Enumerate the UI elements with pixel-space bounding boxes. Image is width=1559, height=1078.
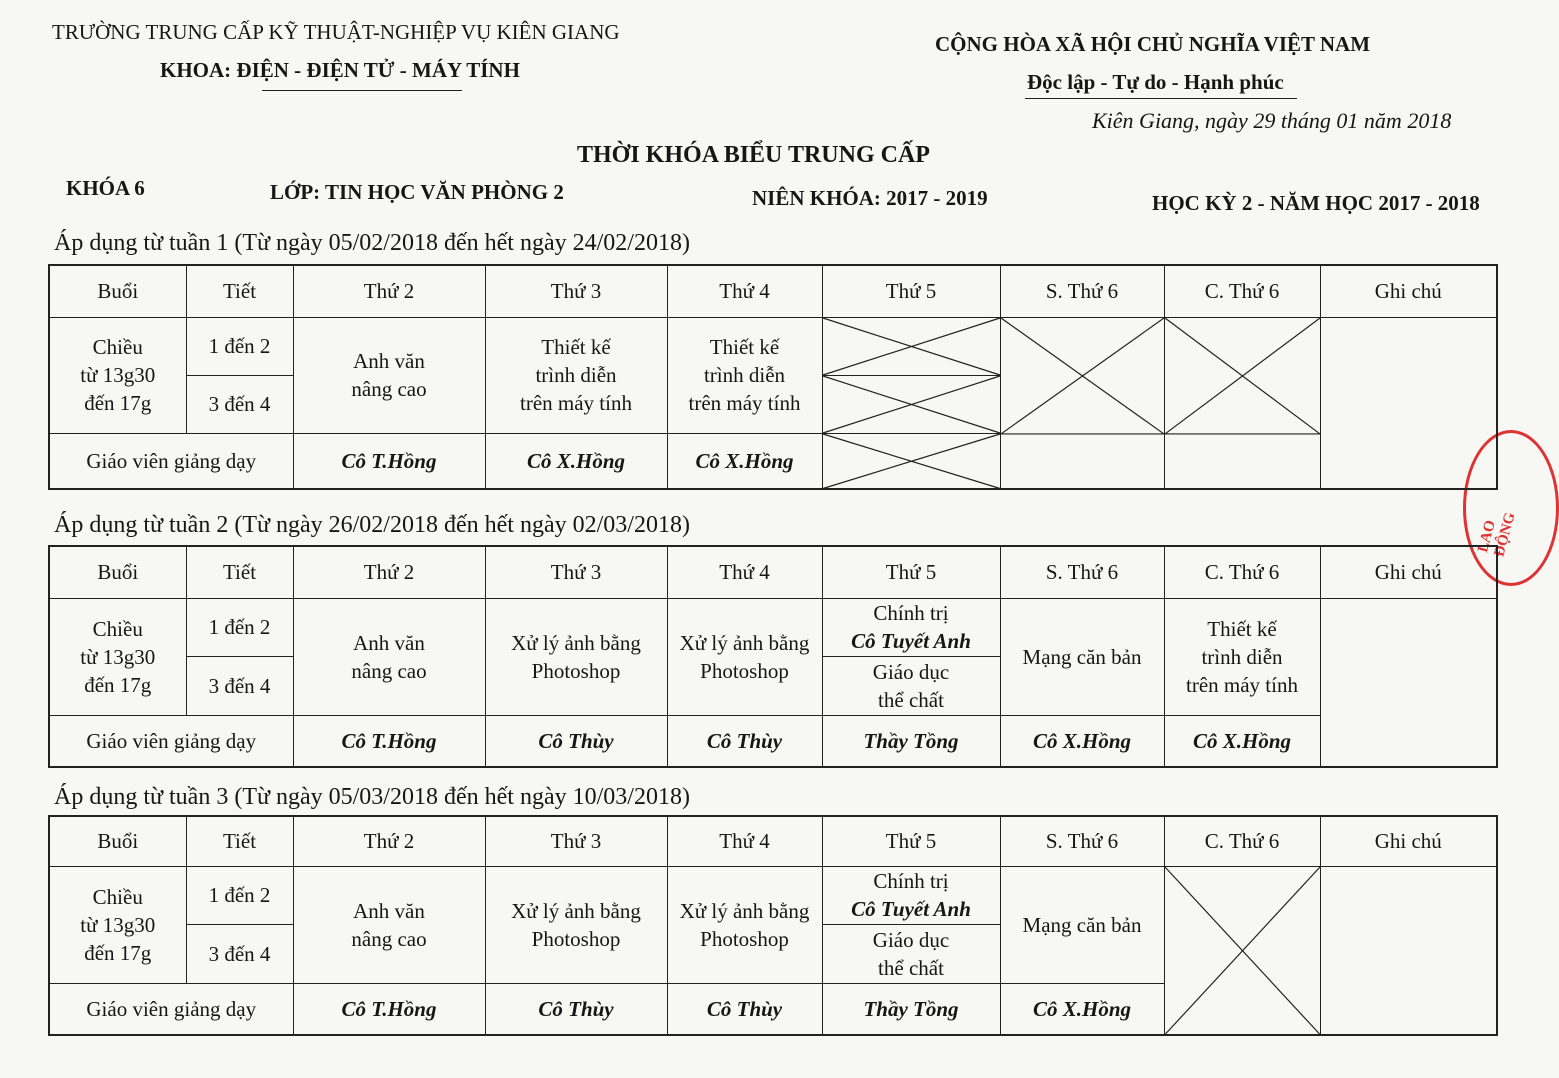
col-note: Ghi chú [1320,546,1497,598]
republic-title: CỘNG HÒA XÃ HỘI CHỦ NGHĨA VIỆT NAM [935,32,1371,56]
session-cell [49,598,186,715]
col-tue: Thứ 3 [485,265,667,317]
period-2: 3 đến 4 [186,375,293,433]
subject-line: Thiết kế [1207,616,1277,641]
period-1: 1 đến 2 [186,866,293,925]
subject-line: trình diễn [703,363,786,387]
note-cell [1320,598,1497,767]
note-cell [1320,866,1497,1035]
thu-teacher: Thầy Tồng [822,715,1000,767]
col-fri-am: S. Thứ 6 [1000,265,1164,317]
col-mon: Thứ 2 [293,265,485,317]
subject-line: Thiết kế [709,335,780,359]
faculty-name: KHOA: ĐIỆN - ĐIỆN TỬ - MÁY TÍNH [160,58,520,82]
mon-subject [293,317,485,433]
col-wed: Thứ 4 [667,816,822,866]
subject-teacher: Cô Tuyết Anh [851,629,971,653]
teacher-label: Giáo viên giảng dạy [49,715,293,767]
fri-am-teacher: Cô X.Hồng [1000,715,1164,767]
col-mon: Thứ 2 [293,816,485,866]
wed-subject [667,317,822,433]
thu-empty-mid [822,375,1000,433]
tue-subject [485,317,667,433]
subject-line: Chính trị [873,869,949,893]
session-line: từ 13g30 [80,912,156,937]
col-fri-pm: C. Thứ 6 [1164,546,1320,598]
subject-line: nâng cao [351,658,427,683]
col-tue: Thứ 3 [485,546,667,598]
fri-pm-subject [1164,598,1320,715]
session-line: Chiều [92,884,143,909]
subject-line: thể chất [878,955,944,980]
col-period: Tiết [186,546,293,598]
fri-am-subject: Mạng căn bản [1000,866,1164,983]
col-wed: Thứ 4 [667,546,822,598]
note-cell [1320,317,1497,489]
fri-am-subject: Mạng căn bản [1000,598,1164,715]
col-fri-pm: C. Thứ 6 [1164,265,1320,317]
subject-line: Chính trị [873,601,949,625]
course-label: KHÓA 6 [66,176,145,200]
subject-line: trên máy tính [688,391,801,415]
col-session: Buổi [49,265,186,317]
session-cell [49,866,186,983]
wed-teacher: Cô Thùy [667,715,822,767]
col-session: Buổi [49,546,186,598]
period-2: 3 đến 4 [186,657,293,716]
col-thu: Thứ 5 [822,546,1000,598]
mon-subject [293,598,485,715]
week-1-label: Áp dụng từ tuần 1 (Từ ngày 05/02/2018 đến hết ngày 24/02/2018) [54,230,690,256]
session-line: Chiều [92,335,143,359]
subject-line: trình diễn [1201,644,1283,669]
timetable-week-1 [48,264,1498,490]
mon-teacher: Cô T.Hồng [293,715,485,767]
week-2-label: Áp dụng từ tuần 2 (Từ ngày 26/02/2018 đến hết ngày 02/03/2018) [54,512,690,538]
class-label: LỚP: TIN HỌC VĂN PHÒNG 2 [270,180,564,204]
col-thu: Thứ 5 [822,816,1000,866]
mon-teacher: Cô T.Hồng [293,983,485,1035]
subject-line: Anh văn [353,898,425,923]
thu-empty-bottom [822,433,1000,489]
tue-subject [485,598,667,715]
col-note: Ghi chú [1320,816,1497,866]
week-3-label: Áp dụng từ tuần 3 (Từ ngày 05/03/2018 đến hết ngày 10/03/2018) [54,784,690,810]
subject-line: Anh văn [353,630,425,655]
subject-line: Photoshop [531,658,621,683]
teacher-label: Giáo viên giảng dạy [49,983,293,1035]
faculty-underline [262,90,462,91]
semester: HỌC KỲ 2 - NĂM HỌC 2017 - 2018 [1152,191,1480,215]
tue-teacher: Cô Thùy [485,715,667,767]
thu-subject-split [822,598,1000,715]
col-period: Tiết [186,816,293,866]
wed-teacher: Cô Thùy [667,983,822,1035]
col-fri-am: S. Thứ 6 [1000,546,1164,598]
session-line: đến 17g [84,940,152,965]
subject-line: Thiết kế [541,335,611,359]
subject-line: Xử lý ảnh bằng [679,630,810,655]
subject-line: Giáo dục [872,659,950,684]
subject-line: Xử lý ảnh bằng [511,630,641,655]
fri-pm-empty [1164,317,1320,489]
session-line: đến 17g [84,672,152,697]
page-title: THỜI KHÓA BIỂU TRUNG CẤP [577,142,930,168]
col-thu: Thứ 5 [822,265,1000,317]
tue-teacher: Cô Thùy [485,983,667,1035]
subject-line: trình diễn [535,363,617,387]
col-fri-pm: C. Thứ 6 [1164,816,1320,866]
stamp-text: LAO ĐỘNG [1475,510,1519,559]
subject-line: nâng cao [351,926,427,951]
period-1: 1 đến 2 [186,317,293,375]
subject-line: nâng cao [351,377,427,401]
subject-teacher: Cô Tuyết Anh [851,897,971,921]
timetable-week-3 [48,815,1498,1036]
col-period: Tiết [186,265,293,317]
subject-line: Anh văn [353,349,425,373]
fri-am-teacher: Cô X.Hồng [1000,983,1164,1035]
subject-line: Xử lý ảnh bằng [679,898,810,923]
col-wed: Thứ 4 [667,265,822,317]
session-line: đến 17g [84,391,152,415]
period-1: 1 đến 2 [186,598,293,657]
col-note: Ghi chú [1320,265,1497,317]
thu-subject-split [822,866,1000,983]
wed-subject [667,598,822,715]
col-session: Buổi [49,816,186,866]
col-mon: Thứ 2 [293,546,485,598]
tue-teacher: Cô X.Hồng [485,433,667,489]
academic-years: NIÊN KHÓA: 2017 - 2019 [752,186,988,210]
fri-pm-empty [1164,866,1320,1035]
wed-teacher: Cô X.Hồng [667,433,822,489]
thu-teacher: Thầy Tồng [822,983,1000,1035]
subject-line: Photoshop [700,658,789,683]
subject-line: Photoshop [531,926,621,951]
subject-line: trên máy tính [1186,672,1298,697]
subject-line: Photoshop [700,926,789,951]
mon-teacher: Cô T.Hồng [293,433,485,489]
subject-line: thể chất [878,687,944,712]
motto: Độc lập - Tự do - Hạnh phúc [1027,70,1284,94]
timetable-week-2 [48,545,1498,768]
col-tue: Thứ 3 [485,816,667,866]
subject-line: trên máy tính [520,391,632,415]
session-line: từ 13g30 [80,644,156,669]
col-fri-am: S. Thứ 6 [1000,816,1164,866]
subject-line: Giáo dục [872,927,950,952]
session-line: Chiều [92,616,143,641]
fri-am-empty [1000,317,1164,489]
mon-subject [293,866,485,983]
tue-subject [485,866,667,983]
school-name: TRƯỜNG TRUNG CẤP KỸ THUẬT-NGHIỆP VỤ KIÊN GIANG [52,20,620,44]
motto-underline [1025,98,1297,99]
date-line: Kiên Giang, ngày 29 tháng 01 năm 2018 [1092,108,1452,133]
session-cell [49,317,186,433]
subject-line: Xử lý ảnh bằng [511,898,641,923]
teacher-label: Giáo viên giảng dạy [49,433,293,489]
wed-subject [667,866,822,983]
fri-pm-teacher: Cô X.Hồng [1164,715,1320,767]
thu-empty-top [822,317,1000,375]
period-2: 3 đến 4 [186,925,293,984]
session-line: từ 13g30 [80,363,156,387]
